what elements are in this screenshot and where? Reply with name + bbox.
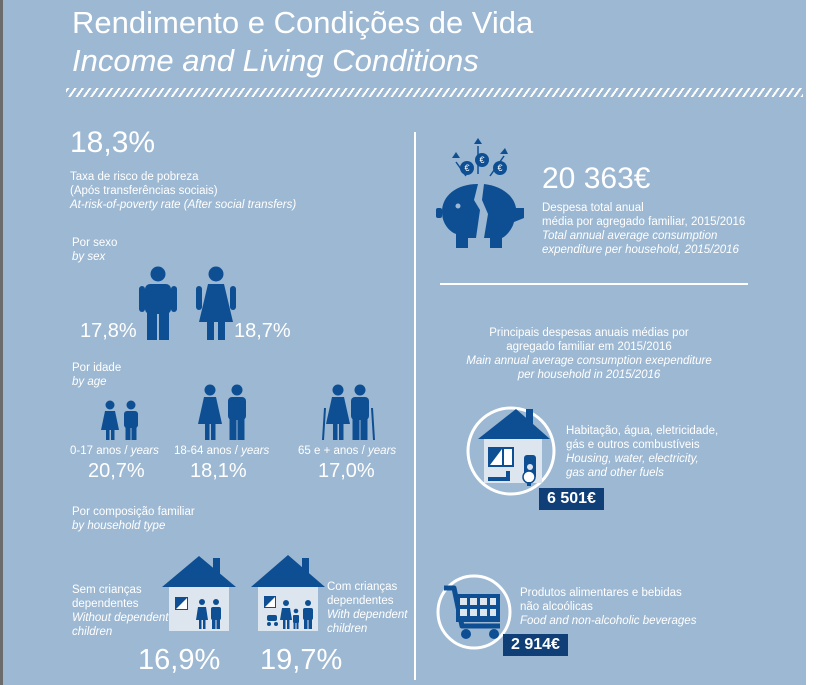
poverty-rate-value: 18,3% (70, 126, 156, 159)
housing-label: Habitação, água, eletricidade, gás e outros combustíveis Housing, water, electricity, gas and other fuels (566, 425, 719, 479)
house-without-children-icon (162, 555, 236, 631)
house-with-children-icon (251, 553, 325, 631)
elderly-icon (322, 384, 376, 440)
housing-utilities-icon (466, 405, 556, 497)
female-rate-value: 18,7% (234, 320, 291, 342)
column-divider (414, 132, 416, 680)
age-group-3-value: 17,0% (318, 460, 375, 482)
by-household-title-en: by household type (72, 520, 166, 532)
without-children-label: Sem crianças dependentes Without dependent children (72, 584, 169, 638)
adults-icon (196, 384, 252, 440)
by-age-title-pt: Por idade (72, 362, 122, 374)
age-group-1-value: 20,7% (88, 460, 145, 482)
children-icon (100, 400, 144, 440)
by-age-title-en: by age (72, 376, 107, 388)
poverty-label-en: At-risk-of-poverty rate (After social transfers) (70, 199, 297, 211)
with-children-label: Com crianças dependentes With dependent children (327, 581, 408, 635)
age-group-1-label: 0-17 anos / years (70, 445, 159, 457)
title-pt: Rendimento e Condições de Vida (72, 5, 534, 40)
male-person-icon (138, 266, 178, 340)
expenditure-value: 20 363€ (542, 162, 651, 195)
age-group-3-label: 65 e + anos / years (298, 445, 397, 457)
food-value-badge: 2 914€ (503, 634, 568, 656)
by-sex-title-en: by sex (72, 251, 106, 263)
with-children-value: 19,7% (260, 644, 343, 676)
expenditure-label: Despesa total anual média por agregado familiar, 2015/2016 Total annual average consumption expenditure per household, 2015/2016 (542, 202, 746, 256)
main-expenses-title: Principais despesas anuais médias por agregado familiar em 2015/2016 Main annual average consumption exependiture per household in 2015/2016 (466, 327, 712, 381)
poverty-label-pt-1: Taxa de risco de pobreza (70, 171, 199, 183)
poverty-label-pt-2: (Após transferências sociais) (70, 185, 218, 197)
age-group-2-value: 18,1% (190, 460, 247, 482)
food-label: Produtos alimentares e bebidas não alcoólicas Food and non-alcoholic beverages (520, 587, 697, 627)
svg-text:€: € (479, 155, 485, 165)
without-children-value: 16,9% (138, 644, 221, 676)
by-sex-title-pt: Por sexo (72, 237, 118, 249)
piggy-bank-euro-icon (436, 138, 524, 254)
female-person-icon (196, 266, 236, 340)
left-edge-bar (0, 0, 3, 685)
housing-value-badge: 6 501€ (539, 488, 604, 510)
header-hatch-divider (66, 88, 803, 97)
svg-text:€: € (464, 163, 470, 173)
age-group-2-label: 18-64 anos / years (174, 445, 270, 457)
svg-text:€: € (497, 163, 503, 173)
by-household-title-pt: Por composição familiar (72, 506, 195, 518)
male-rate-value: 17,8% (80, 320, 137, 342)
title-en: Income and Living Conditions (72, 43, 479, 78)
right-column-divider (440, 283, 748, 285)
